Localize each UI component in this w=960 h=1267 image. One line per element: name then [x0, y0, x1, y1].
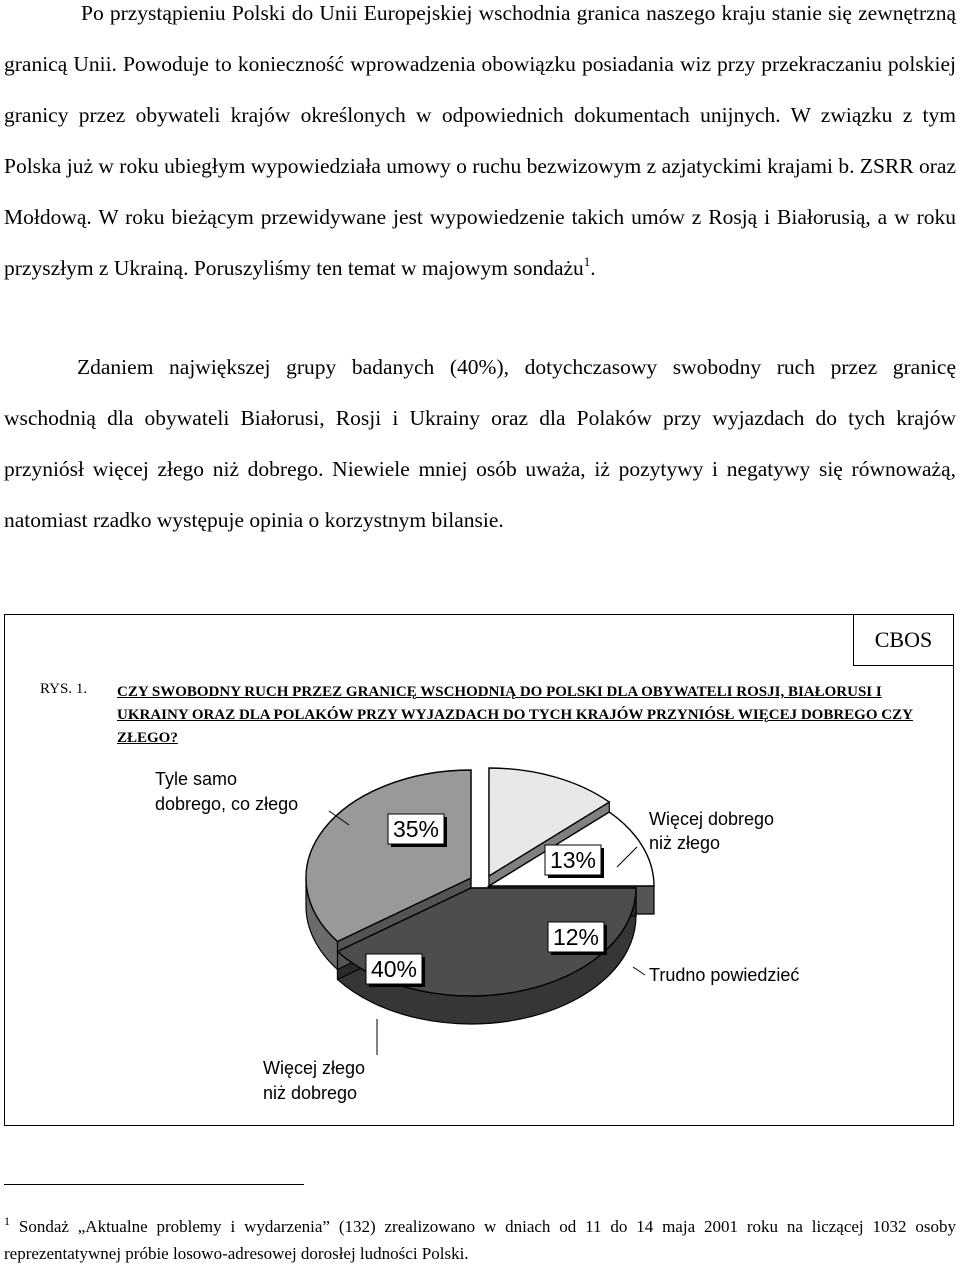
slice-category-label: dobrego, co złego — [155, 794, 299, 814]
slice-value-label: 13% — [549, 847, 597, 873]
footnote-reference: 1 — [583, 254, 591, 269]
footnote-text: Sondaż „Aktualne problemy i wydarzenia” (132) zrealizowano w dniach od 11 do 14 maja 2001 roku na liczącej 1032 osoby reprezentatywnej próbie losowo-adresowej dorosłej ludności Polski. — [4, 1217, 956, 1263]
slice-category-label: Więcej złego — [263, 1058, 366, 1078]
figure-label: RYS. 1. — [40, 681, 88, 697]
slice-category-label: niż złego — [649, 833, 721, 853]
findings-paragraph: Zdaniem największej grupy badanych (40%), dotychczasowy swobodny ruch przez granicę wschodnią dla obywateli Białorusi, Rosji i Ukrainy oraz dla Polaków przy wyjazdach do tych krajów przyniósł więcej złego niż dobrego. Niewiele mniej osób uważa, iż pozytywy i negatywy się równoważą, natomiast rzadko występuje opinia o korzystnym bilansie. — [4, 355, 956, 532]
figure-question: CZY SWOBODNY RUCH PRZEZ GRANICĘ WSCHODNIĄ DO POLSKI DLA OBYWATELI ROSJI, BIAŁORUSI I UKRAINY ORAZ DLA POLAKÓW PRZY WYJAZDACH DO TYCH KRAJÓW PRZYNIÓSŁ WIĘCEJ DOBREGO CZY ZŁEGO? — [117, 684, 913, 746]
footnote-divider — [4, 1184, 304, 1185]
source-box: CBOS — [853, 614, 954, 666]
intro-paragraph — [4, 0, 956, 294]
slice-category-label: Tyle samo — [155, 769, 238, 789]
slice-category-label: Trudno powiedzieć — [649, 965, 800, 985]
pie-chart — [5, 615, 955, 1127]
slice-category-label: Więcej dobrego — [649, 809, 775, 829]
leader-line — [633, 967, 645, 975]
figure-frame — [4, 614, 954, 1126]
intro-paragraph-text: Po przystąpieniu Polski do Unii Europejskiej wschodnia granica naszego kraju stanie się zewnętrzną granicą Unii. Powoduje to konieczność wprowadzenia obowiązku posiadania wiz przy przekraczaniu polskiej granicy przez obywateli krajów określonych w odpowiednich dokumentach unijnych. W związku z tym Polska już w roku ubiegłym wypowiedziała umowy o ruchu bezwizowym z azjatyckimi krajami b. ZSRR oraz Mołdową. W roku bieżącym przewidywane jest wypowiedzenie takich umów z Rosją i Białorusią, a w roku przyszłym z Ukrainą. Poruszyliśmy ten temat w majowym sondażu — [4, 1, 956, 280]
slice-value-label: 40% — [370, 956, 418, 982]
footnote-number: 1 — [4, 1214, 10, 1228]
slice-value-label: 12% — [552, 924, 600, 950]
intro-paragraph-end: . — [590, 256, 596, 280]
footnote — [4, 1213, 956, 1267]
slice-category-label: niż dobrego — [263, 1083, 358, 1103]
slice-value-label: 35% — [392, 816, 440, 842]
